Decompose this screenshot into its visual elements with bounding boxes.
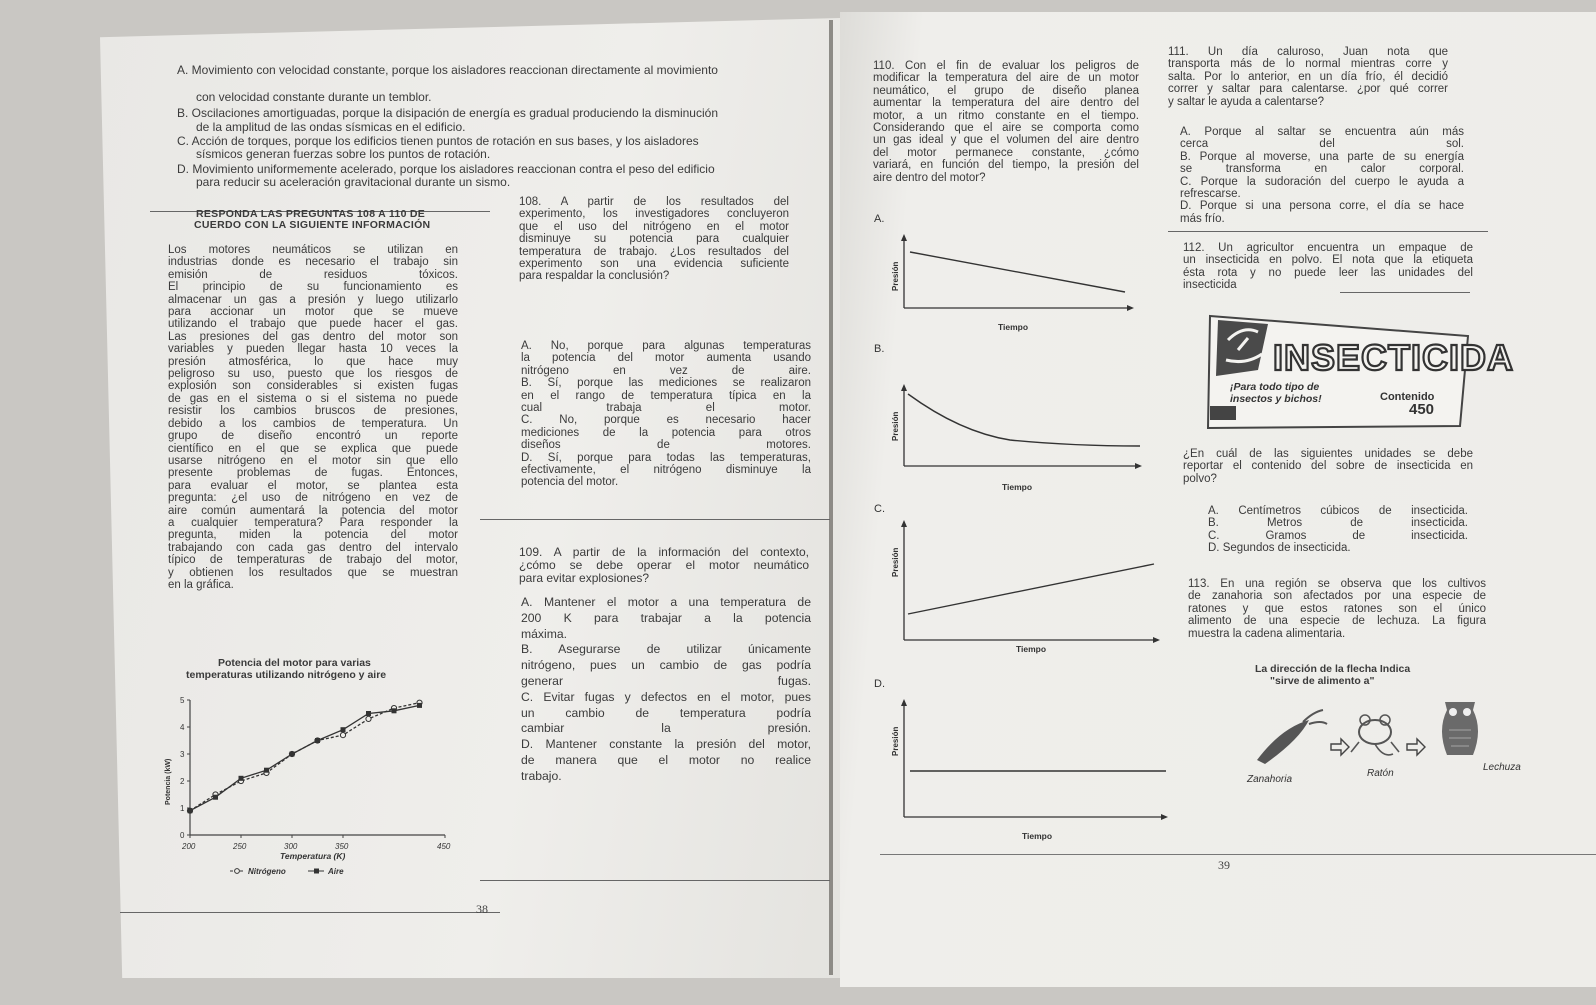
context-line: grupo de diseño encontró un reporte <box>168 430 458 443</box>
question-line: temperatura de trabajo. ¿Los resultados del <box>519 245 789 258</box>
context-line: en la gráfica. <box>168 578 234 591</box>
question-line: motor, a un ritmo constante en el tiempo. <box>873 109 1139 122</box>
context-line: Los motores neumáticos se utilizan en <box>168 244 458 256</box>
context-line: para evaluar el motor, se plantea esta <box>168 479 458 492</box>
option-line: B. Metros de insecticida. <box>1208 517 1468 530</box>
question-111-options <box>1180 126 1464 225</box>
option-line: D. Mantener constante la presión del motor, <box>521 737 811 752</box>
context-line: El principio de su funcionamiento es <box>168 281 458 294</box>
divider <box>480 880 830 881</box>
y-tick-label: 5 <box>180 696 185 705</box>
option-line: generar fugas. <box>521 673 811 688</box>
question-line: 108. A partir de los resultados del <box>519 196 789 208</box>
option-line: con velocidad constante durante un temblor. <box>196 90 432 104</box>
question-line: variará, en función del tiempo, la presión del <box>873 159 1139 172</box>
chain-label-carrot: Zanahoria <box>1247 774 1293 785</box>
context-line: pregunta, miden la potencia del motor <box>168 529 458 542</box>
context-line: presente problemas de fugas. Entonces, <box>168 467 458 480</box>
graph-letter: A. <box>874 213 885 225</box>
x-axis-label: Tiempo <box>998 322 1029 332</box>
section-header: CUERDO CON LA SIGUIENTE INFORMACIÓN <box>194 219 431 231</box>
insecticide-label <box>1198 310 1515 440</box>
option-line: C. Porque la sudoración del cuerpo le ayuda a <box>1180 175 1464 188</box>
y-axis-label: Potencia (kW) <box>165 758 172 805</box>
question-110 <box>873 60 1139 184</box>
context-line: de gas en el sistema o si el sistema no puede <box>168 392 458 405</box>
option-line: A. Porque al saltar se encuentra aún más <box>1180 126 1464 138</box>
option-line: D. Porque si una persona corre, el día se hace <box>1180 200 1464 213</box>
legend-marker <box>314 869 319 874</box>
option-line: C. Evitar fugas y defectos en el motor, pues <box>521 689 811 704</box>
question-line: neumático, el grupo de diseño planea <box>873 84 1139 97</box>
question-line: 113. En una región se observa que los cultivos <box>1188 578 1486 590</box>
divider <box>120 912 500 913</box>
question-line: polvo? <box>1183 472 1217 485</box>
data-point <box>264 768 269 773</box>
pressure-curve <box>908 394 1140 446</box>
legend-label: Nitrógeno <box>248 867 286 876</box>
context-line: usarse nitrógeno en el motor sin que ello <box>168 454 458 467</box>
question-111 <box>1168 46 1448 108</box>
data-point <box>392 708 397 713</box>
data-point <box>188 808 193 813</box>
question-line: y saltar le ayuda a calentarse? <box>1168 95 1324 108</box>
option-line: A. Movimiento con velocidad constante, porque los aisladores reaccionan directamente al movimiento <box>177 63 718 77</box>
context-line: típico de temperaturas de trabajo del motor, <box>168 554 458 567</box>
section-header: RESPONDA LAS PREGUNTAS 108 A 110 DE <box>196 208 426 220</box>
context-line: aire común aumentará la potencia del motor <box>168 504 458 517</box>
food-chain <box>1235 690 1535 790</box>
question-109-options <box>521 595 811 785</box>
data-point <box>366 711 371 716</box>
arrow-head <box>901 384 907 391</box>
pressure-graphs <box>870 212 1170 852</box>
question-line: un insecticida en polvo. El nota que la etiqueta <box>1183 254 1473 267</box>
x-tick-label: 450 <box>437 842 451 851</box>
option-line: trabajo. <box>521 768 562 783</box>
chain-title: "sirve de alimento a" <box>1270 675 1375 687</box>
question-line: disminuye su potencia para cualquier <box>519 233 789 246</box>
question-line: experimento, los investigadores concluyeron <box>519 208 789 221</box>
x-axis-label: Tiempo <box>1016 644 1047 654</box>
x-tick-label: 250 <box>233 842 247 851</box>
label-subtitle: ¡Para todo tipo de <box>1230 381 1320 393</box>
question-112 <box>1183 242 1473 292</box>
option-line: cual trabaja el motor. <box>521 402 811 415</box>
carrot-icon <box>1257 720 1309 764</box>
question-line: transporta más de lo normal mientras corre y <box>1168 58 1448 71</box>
data-point <box>290 752 295 757</box>
question-line: insecticida <box>1183 279 1237 292</box>
context-line: presión atmosférica, lo que hace muy <box>168 355 458 368</box>
series-line-aire <box>190 705 420 810</box>
option-line: D. Movimiento uniformemente acelerado, porque los aisladores reaccionan contra el peso del edificio <box>177 162 715 176</box>
context-line: pregunta: ¿el uso de nitrógeno en vez de <box>168 492 458 505</box>
chart-title: Potencia del motor para varias <box>218 657 371 669</box>
graph-letter: C. <box>874 503 885 515</box>
y-tick-label: 3 <box>180 750 185 759</box>
y-tick-label: 4 <box>180 723 185 732</box>
question-line: alimento de una especie de lechuza. La figura <box>1188 615 1486 628</box>
x-axis-label: Tiempo <box>1002 482 1033 492</box>
option-line: mediciones de la potencia para otros <box>521 426 811 439</box>
y-axis-label: Presión <box>891 547 900 577</box>
question-line: para respaldar la conclusión? <box>519 270 670 283</box>
question-line: correr y saltar para calentarse. ¿por qué correr <box>1168 83 1448 96</box>
chain-label-owl: Lechuza <box>1483 762 1521 773</box>
legend-label: Aire <box>328 867 344 876</box>
chart-title: temperaturas utilizando nitrógeno y aire <box>186 669 387 681</box>
legend-marker <box>235 869 240 874</box>
question-line: para evitar explosiones? <box>519 571 650 585</box>
series-line-nitrógeno <box>190 703 420 811</box>
pressure-curve <box>908 564 1154 614</box>
y-tick-label: 1 <box>180 804 185 813</box>
context-text <box>168 244 458 591</box>
data-point <box>340 733 345 738</box>
option-line: refrescarse. <box>1180 188 1241 201</box>
option-line: D. Sí, porque para todas las temperaturas, <box>521 451 811 464</box>
y-tick-label: 0 <box>180 831 185 840</box>
option-line: B. Oscilaciones amortiguadas, porque la disipación de energía es gradual produciendo la disminución <box>177 106 718 120</box>
context-line: almacenar un gas a presión y luego utilizarlo <box>168 293 458 306</box>
graph-letter: D. <box>874 678 885 690</box>
book-gutter <box>829 20 833 975</box>
data-point <box>315 738 320 743</box>
option-line: potencia del motor. <box>521 476 619 489</box>
page-number: 39 <box>1218 858 1230 872</box>
power-chart <box>160 690 460 880</box>
question-line: que el uso del nitrógeno en el motor <box>519 220 789 233</box>
divider <box>880 854 1596 855</box>
question-line: experimento son una evidencia suficiente <box>519 258 789 271</box>
option-line: D. Segundos de insecticida. <box>1208 542 1351 555</box>
context-line: peligroso su uso, puesto que los riesgos de <box>168 368 458 381</box>
context-line: científico en el que se explica que puede <box>168 442 458 455</box>
question-112-options <box>1208 505 1468 555</box>
context-line: debido a los cambios de temperatura. Un <box>168 417 458 430</box>
question-line: ésta rota y no puede leer las unidades del <box>1183 266 1473 279</box>
label-title: INSECTICIDA <box>1273 337 1515 378</box>
arrow-head <box>1161 814 1168 820</box>
option-line: B. Asegurarse de utilizar únicamente <box>521 642 811 657</box>
blank-line <box>1340 292 1470 293</box>
option-line: A. Centímetros cúbicos de insecticida. <box>1208 505 1468 517</box>
data-point <box>213 795 218 800</box>
option-line: un cambio de temperatura podría <box>521 705 811 720</box>
context-line: Las presiones del gas dentro del motor son <box>168 330 458 343</box>
option-line: más frío. <box>1180 212 1225 225</box>
question-line: modificar la temperatura del aire de un motor <box>873 72 1139 85</box>
x-tick-label: 200 <box>182 842 196 851</box>
option-line: B. Sí, porque las mediciones se realizaron <box>521 377 811 390</box>
arrow-head <box>1127 305 1134 311</box>
option-line: cambiar la presión. <box>521 721 811 736</box>
option-line: para reducir su aceleración gravitacional durante un sismo. <box>196 175 511 189</box>
x-tick-label: 350 <box>335 842 349 851</box>
option-line: efectivamente, el nitrógeno disminuye la <box>521 464 811 477</box>
option-line: máxima. <box>521 626 568 641</box>
option-line: diseños de motores. <box>521 439 811 452</box>
option-line: A. Mantener el motor a una temperatura de <box>521 595 811 609</box>
data-point <box>366 716 371 721</box>
question-line: de zanahoria son afectados por una especie de <box>1188 590 1486 603</box>
y-axis-label: Presión <box>891 726 900 756</box>
question-line: Considerando que el aire se comporta como <box>873 122 1139 135</box>
context-line: resistir los cambios bruscos de presiones, <box>168 405 458 418</box>
option-line: C. Gramos de insecticida. <box>1208 529 1468 542</box>
option-line: la potencia del motor aumenta usando <box>521 352 811 365</box>
question-109 <box>519 546 809 585</box>
question-line: ratones y que estos ratones son el único <box>1188 602 1486 615</box>
divider <box>1168 231 1488 232</box>
option-line: A. No, porque para algunas temperaturas <box>521 340 811 352</box>
arrow-icon <box>1331 739 1349 755</box>
question-line: aire dentro del motor? <box>873 171 986 184</box>
arrow-head <box>901 699 907 706</box>
y-axis-label: Presión <box>891 411 900 441</box>
question-line: 110. Con el fin de evaluar los peligros de <box>873 60 1139 72</box>
context-line: industrias donde es necesario el trabajo sin <box>168 256 458 269</box>
question-line: salta. Por lo anterior, en un día frío, él decidió <box>1168 70 1448 83</box>
context-line: y obtienen los resultados que se muestran <box>168 566 458 579</box>
option-line: 200 K para trabajar a la potencia <box>521 610 811 625</box>
content-label: Contenido <box>1380 391 1435 403</box>
arrow-icon <box>1407 739 1425 755</box>
question-113 <box>1188 578 1486 640</box>
graph-letter: B. <box>874 343 885 355</box>
arrow-head <box>1153 637 1160 643</box>
mouse-icon <box>1359 720 1391 744</box>
context-line: utilizando el trabajo que puede hacer el gas. <box>168 318 458 331</box>
content-value: 450 <box>1409 401 1435 418</box>
y-axis-label: Presión <box>891 261 900 291</box>
question-line: ¿cómo se debe operar el motor neumático <box>519 558 809 572</box>
context-line: trabajando con cada gas dentro del intervalo <box>168 541 458 554</box>
x-tick-label: 300 <box>284 842 298 851</box>
context-line: a cualquier temperatura? Para responder la <box>168 516 458 529</box>
pressure-curve <box>910 252 1125 292</box>
x-axis-label: Tiempo <box>1022 831 1053 841</box>
context-line: variables y pueden llegar hasta 10 veces la <box>168 343 458 356</box>
question-112-prompt <box>1183 448 1473 485</box>
option-line: se transforma en calor corporal. <box>1180 163 1464 176</box>
page-number: 38 <box>476 902 488 916</box>
question-line: 112. Un agricultor encuentra un empaque de <box>1183 242 1473 254</box>
question-line: 109. A partir de la información del contexto, <box>519 545 809 559</box>
question-line: aumentar la temperatura del aire dentro del <box>873 97 1139 110</box>
option-line: C. No, porque es necesario hacer <box>521 414 811 427</box>
context-line: para accionar un motor que se mueve <box>168 306 458 319</box>
context-line: explosión son considerables si existen fugas <box>168 380 458 393</box>
context-line: emisión de residuos tóxicos. <box>168 268 458 281</box>
data-point <box>341 727 346 732</box>
option-line: en el rango de temperatura típica en la <box>521 389 811 402</box>
option-line: nitrógeno, pues un cambio de gas podría <box>521 658 811 673</box>
owl-icon <box>1442 702 1478 755</box>
option-line: C. Acción de torques, porque los edificios tienen puntos de rotación en sus bases, y los aisladores <box>177 134 699 148</box>
data-point <box>239 776 244 781</box>
option-line: de la amplitud de las ondas sísmicas en el edificio. <box>196 120 466 134</box>
chain-title: La dirección de la flecha Indica <box>1255 663 1411 675</box>
data-point <box>417 703 422 708</box>
divider <box>480 519 830 520</box>
question-line: 111. Un día caluroso, Juan nota que <box>1168 46 1448 58</box>
option-line: de manera que el motor no realice <box>521 752 811 767</box>
arrow-head <box>1135 463 1142 469</box>
question-108-options <box>521 340 811 489</box>
chain-label-mouse: Ratón <box>1367 768 1394 779</box>
question-line: reportar el contenido del sobre de insecticida en <box>1183 460 1473 473</box>
option-line: cerca del sol. <box>1180 138 1464 151</box>
x-axis-label: Temperatura (K) <box>280 851 346 861</box>
question-line: muestra la cadena alimentaria. <box>1188 627 1346 640</box>
bug-icon <box>1210 406 1236 420</box>
option-line: sísmicos generan fuerzas sobre los puntos de rotación. <box>196 147 491 161</box>
option-line: B. Porque al moverse, una parte de su energía <box>1180 150 1464 163</box>
arrow-head <box>901 520 907 527</box>
question-line: ¿En cuál de las siguientes unidades se debe <box>1183 448 1473 460</box>
question-line: un gas ideal y que el volumen del aire dentro <box>873 134 1139 147</box>
question-108 <box>519 196 789 283</box>
arrow-head <box>901 234 907 241</box>
question-line: del motor permanece constante, ¿cómo <box>873 146 1139 159</box>
label-subtitle: insectos y bichos! <box>1230 393 1322 405</box>
option-line: nitrógeno en vez de aire. <box>521 364 811 377</box>
y-tick-label: 2 <box>180 777 185 786</box>
